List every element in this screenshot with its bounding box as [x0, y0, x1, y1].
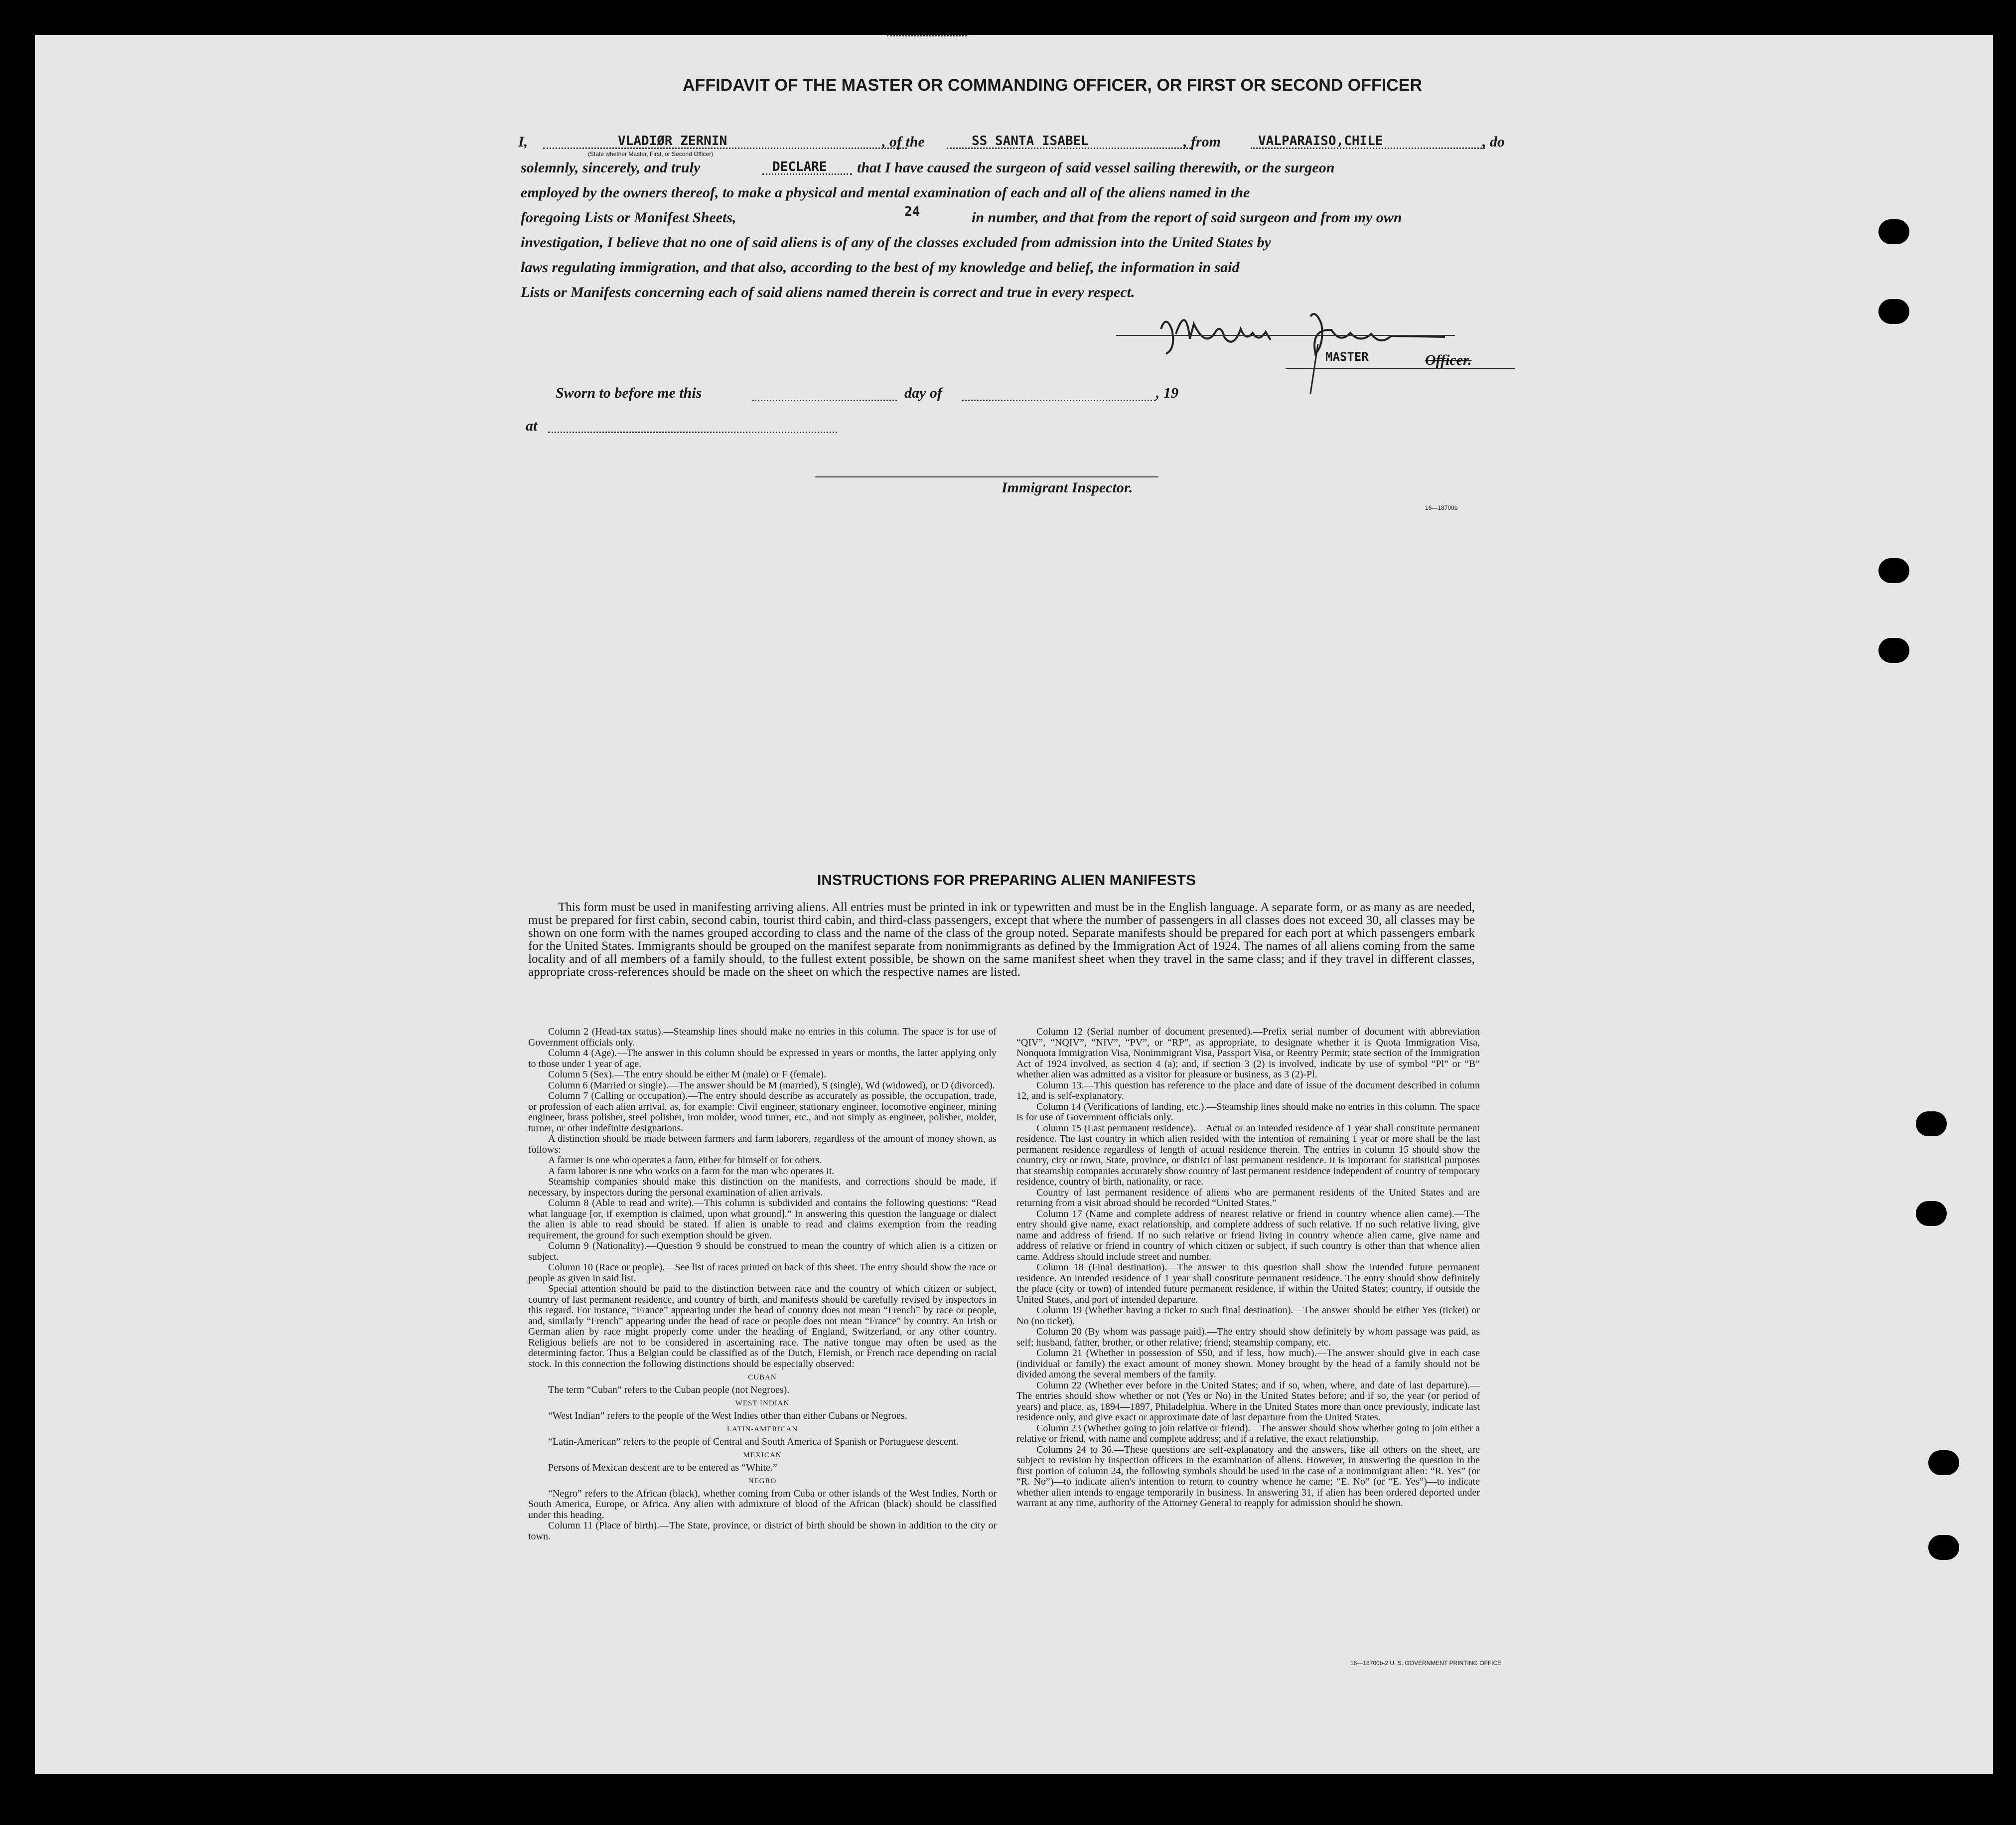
at-text: at [526, 418, 538, 434]
officer-word: Officer. [1425, 352, 1472, 368]
affidavit-line-4a: foregoing Lists or Manifest Sheets, [521, 209, 736, 226]
right-para: Column 17 (Name and complete address of nearest relative or friend in country whence alien came).—The entry should give name, exact relationship, and complete address of such relative. If no such relative living, give name and address of friend. If no such relative or friend living in country whence alien came, give name and address of relative or friend in country of which citizen or subject, if such country is other than that whence alien came. Address should include street and number. [1016, 1208, 1480, 1262]
sworn-month-line [962, 400, 1156, 401]
left-para: Column 2 (Head-tax status).—Steamship lines should make no entries in this column. The space is for use of Government officials only. [528, 1026, 997, 1048]
binding-hole [1878, 638, 1909, 663]
cuban-text: The term “Cuban” refers to the Cuban people (not Negroes). [548, 1384, 790, 1395]
mexican-text: Persons of Mexican descent are to be entered as “White.” [548, 1462, 777, 1473]
left-para: Column 4 (Age).—The answer in this column should be expressed in years or months, the latter applying only to those under 1 year of age. [528, 1048, 997, 1069]
year-text: , 19 [1156, 385, 1178, 401]
binding-hole [1878, 299, 1909, 324]
officer-rank: MASTER [1325, 350, 1369, 364]
affidavit-line-7: Lists or Manifests concerning each of said aliens named therein is correct and true in every respect. [521, 284, 1135, 301]
sworn-text: Sworn to before me this [556, 385, 702, 401]
binding-hole [1928, 1535, 1959, 1560]
inspector-line [815, 476, 1158, 477]
left-para: A farm laborer is one who works on a farm for the man who operates it. [548, 1165, 835, 1177]
departure-port: VALPARAISO,CHILE [1258, 134, 1383, 149]
ship-name: SS SANTA ISABEL [972, 134, 1089, 149]
left-para: A distinction should be made between farmers and farm laborers, regardless of the amount of money shown, as follows: [528, 1133, 997, 1155]
printing-office-footer: 16—18700b-2 U. S. GOVERNMENT PRINTING OFFICE [1350, 1660, 1502, 1667]
binding-hole [1878, 558, 1909, 583]
at-line [548, 432, 837, 433]
left-para: Column 8 (Able to read and write).—This column is subdivided and contains the following questions: “Read what language [or, if exemption is claimed, upon what ground].” In answering this question the language or dialect the alien is able to read should be stated. If alien is unable to read and claims exemption from the reading requirement, the ground for such exemption should be given. [528, 1198, 997, 1241]
affidavit-line-2b: that I have caused the surgeon of said vessel sailing therewith, or the surgeon [857, 159, 1335, 176]
affidavit-from: , from [1183, 134, 1221, 150]
handwritten-signature [1146, 294, 1465, 394]
left-para: Column 5 (Sex).—The entry should be either M (male) or F (female). [548, 1069, 827, 1080]
affidavit-line-4b: in number, and that from the report of said surgeon and from my own [972, 209, 1402, 226]
left-para: A farmer is one who operates a farm, either for himself or for others. [548, 1155, 822, 1166]
form-number: 16—18700b [1425, 504, 1458, 511]
right-para: Column 12 (Serial number of document presented).—Prefix serial number of document with abbreviation “QIV”, “NQIV”, “NIV”, “PV”, or “RP”, as appropriate, to designate whether it is Quota Immigration Visa, Nonquota Immigration Visa, Nonimmigrant Visa, Passport Visa, or Reentry Permit; state section of the Immigration Act of 1924 involved, as section 4 (a); and, if section 3 (2) is involved, indicate by use of symbol “Pl” or “B” whether alien was admitted as a visitor for pleasure or business, as 3 (2)-Pl. [1016, 1026, 1480, 1080]
right-para: Column 15 (Last permanent residence).—Actual or an intended residence of 1 year shall constitute permanent residence. The last country in which alien resided with the intention of remaining 1 year or more shall be the last permanent residence regardless of length of actual residence therein. The entries in column 15 should show the country, city or town, State, province, or district of last permanent residence. It is important for statistical purposes that steamship companies accurately show country of last permanent residence independent of country of temporary residence, country of birth, nationality, or race. [1016, 1122, 1480, 1187]
right-para: Column 19 (Whether having a ticket to such final destination).—The answer should be either Yes (ticket) or No (no ticket). [1016, 1305, 1480, 1327]
affidavit-line-6: laws regulating immigration, and that also, according to the best of my knowledge and belief, the information in said [521, 259, 1240, 276]
sheet-count: 24 [904, 204, 920, 219]
instructions-title: INSTRUCTIONS FOR PREPARING ALIEN MANIFESTS [817, 872, 1196, 889]
right-para: Columns 24 to 36.—These questions are self-explanatory and the answers, like all others on the sheet, are subject to revision by inspection officers in the examination of aliens. However, in answering the question in the first portion of column 24, the following symbols should be used in the case of a nonimmigrant alien: “R. Yes” (or “R. No”)—to indicate alien's intention to return to country whence he came; “E. No” (or “E. Yes”)—to indicate whether alien intends to engage temporarily in business. In answering 31, if alien has been ordered deported under warrant at any time, authority of the Attorney General to reapply for admission should be shown. [1016, 1444, 1480, 1509]
latin-american-text: “Latin-American” refers to the people of Central and South America of Spanish or Portuguese descent. [548, 1436, 959, 1447]
manifest-sheet [35, 35, 1993, 1774]
right-para: Column 18 (Final destination).—The answer to this question shall show the intended future permanent residence. An intended residence of 1 year shall constitute permanent residence. The entry should show definitely the place (city or town) of intended future permanent residence, if within the United States; country, if outside the United States, and port of intended departure. [1016, 1262, 1480, 1305]
right-para: Column 21 (Whether in possession of $50, and if less, how much).—The answer should give in each case (individual or family) the exact amount of money shown. Money brought by the head of a family should not be divided among the several members of the family. [1016, 1348, 1480, 1380]
binding-hole [1878, 219, 1909, 244]
instructions-intro: This form must be used in manifesting arriving aliens. All entries must be printed in ink or typewritten and must be in the English language. A separate form, or as many as are needed, must be prepared for first cabin, second cabin, tourist third cabin, and third-class passengers, except that where the number of passengers in all classes does not exceed 30, all classes may be shown on one form with the names grouped according to class and the name of the class of the group noted. Separate manifests should be prepared for each port at which passengers embark for the United States. Immigrants should be grouped on the manifest separate from nonimmigrants as defined by the Immigration Act of 1924. The names of all aliens coming from the same locality and of all members of a family should, to the fullest extent possible, be shown on the same manifest sheet when they travel in the same class; and if they travel in different classes, appropriate cross-references should be made on the sheet on which the respective names are listed. [528, 901, 1475, 979]
mexican-heading: MEXICAN [743, 1451, 782, 1459]
affidavit-line-3: employed by the owners thereof, to make a physical and mental examination of each and all of the aliens named in the [521, 184, 1250, 201]
signature-line [1116, 335, 1455, 336]
west-indian-heading: WEST INDIAN [735, 1399, 790, 1407]
affidavit-of-the: , of the [882, 134, 925, 150]
right-para: Column 20 (By whom was passage paid).—The entry should show definitely by whom passage was paid, as self; husband, father, brother, or other relative; friend; steamship company, etc. [1016, 1326, 1480, 1348]
rank-line [1286, 368, 1515, 369]
day-of-text: day of [904, 385, 942, 401]
sheets-line [887, 35, 967, 36]
instructions-left-column [528, 1027, 997, 1542]
left-para: Column 7 (Calling or occupation).—The entry should describe as accurately as possible, the occupation, trade, or profession of each alien arrival, as, for example: Civil engineer, stationary engineer, locomotive engineer, mining engineer, brass polisher, steel polisher, iron molder, wood turner, etc., and not simply as engineer, polisher, molder, turner, or other indefinite designations. [528, 1090, 997, 1134]
right-para: Column 13.—This question has reference to the place and date of issue of the document described in column 12, and is self-explanatory. [1016, 1079, 1480, 1101]
latin-american-heading: LATIN-AMERICAN [726, 1425, 798, 1433]
right-para: Country of last permanent residence of aliens who are permanent residents of the United States and are returning from a visit abroad should be recorded “United States.” [1016, 1187, 1480, 1209]
negro-text: “Negro” refers to the African (black), whether coming from Cuba or other islands of the West Indies, North or South America, Europe, or Africa. Any alien with admixture of blood of the African (black) should be classified under this heading. [528, 1488, 997, 1521]
officer-name: VLADIØR ZERNIN [618, 134, 727, 149]
left-para: Column 10 (Race or people).—See list of races printed on back of this sheet. The entry should show the race or people as given in said list. [528, 1262, 997, 1284]
left-para: Column 6 (Married or single).—The answer should be M (married), S (single), Wd (widowed), or D (divorced). [548, 1079, 995, 1091]
left-para: Steamship companies should make this distinction on the manifests, and corrections should be made, if necessary, by inspectors during the personal examination of alien arrivals. [528, 1176, 997, 1198]
left-para: Special attention should be paid to the distinction between race and the country of which citizen or subject, country of last permanent residence, and country of birth, and manifests should be carefully revised by inspectors in this regard. For instance, “France” appearing under the head of country does not mean “French” by race or people, and, similarly “French” appearing under the head of race or people does not mean “France” by country. An Irish or German alien by race might properly come under the heading of England, Switzerland, or any other country. Religious beliefs are not to be considered in ascertaining race. The native tongue may often be used as the determining factor. Thus a Belgian could be classified as of the Dutch, Flemish, or French race depending on racial stock. In this connection the following distinctions should be especially observed: [528, 1283, 997, 1369]
binding-hole [1916, 1201, 1947, 1226]
declare-word: DECLARE [772, 159, 827, 174]
sworn-day-line [752, 400, 897, 401]
right-para: Column 14 (Verifications of landing, etc.).—Steamship lines should make no entries in this column. The space is for use of Government officials only. [1016, 1101, 1480, 1123]
instructions-right-column [1016, 1027, 1480, 1509]
binding-hole [1916, 1111, 1947, 1136]
column-11-text: Column 11 (Place of birth).—The State, province, or district of birth should be shown in addition to the city or town. [528, 1520, 997, 1542]
negro-heading: NEGRO [748, 1477, 777, 1485]
inspector-label: Immigrant Inspector. [1002, 479, 1133, 496]
affidavit-title: AFFIDAVIT OF THE MASTER OR COMMANDING OFFICER, OR FIRST OR SECOND OFFICER [683, 76, 1422, 95]
cuban-heading: CUBAN [748, 1373, 777, 1381]
left-para: Column 9 (Nationality).—Question 9 should be construed to mean the country of which alien is a citizen or subject. [528, 1240, 997, 1262]
affidavit-line-2a: solemnly, sincerely, and truly [521, 159, 701, 176]
west-indian-text: “West Indian” refers to the people of the West Indies other than either Cubans or Negroes. [548, 1410, 907, 1421]
binding-hole [1928, 1450, 1959, 1475]
right-para: Column 22 (Whether ever before in the United States; and if so, when, where, and date of last departure).—The entries should show whether or not (Yes or No) in the United States before; and if so, the year (or period of years) and place, as, 1894—1897, Philadelphia. Where in the United States more than once previously, indicate last residence only, and give exact or approximate date of last departure from the United States. [1016, 1379, 1480, 1423]
officer-rank-note: (State whether Master, First, or Second Officer) [588, 151, 714, 157]
affidavit-line-5: investigation, I believe that no one of said aliens is of any of the classes excluded from admission into the United States by [521, 234, 1271, 251]
affidavit-do: , do [1482, 134, 1505, 150]
right-para: Column 23 (Whether going to join relative or friend).—The answer should show whether going to join either a relative or friend, with name and complete address; and if a relative, the exact relationship. [1016, 1422, 1480, 1444]
affidavit-i: I, [518, 134, 528, 150]
